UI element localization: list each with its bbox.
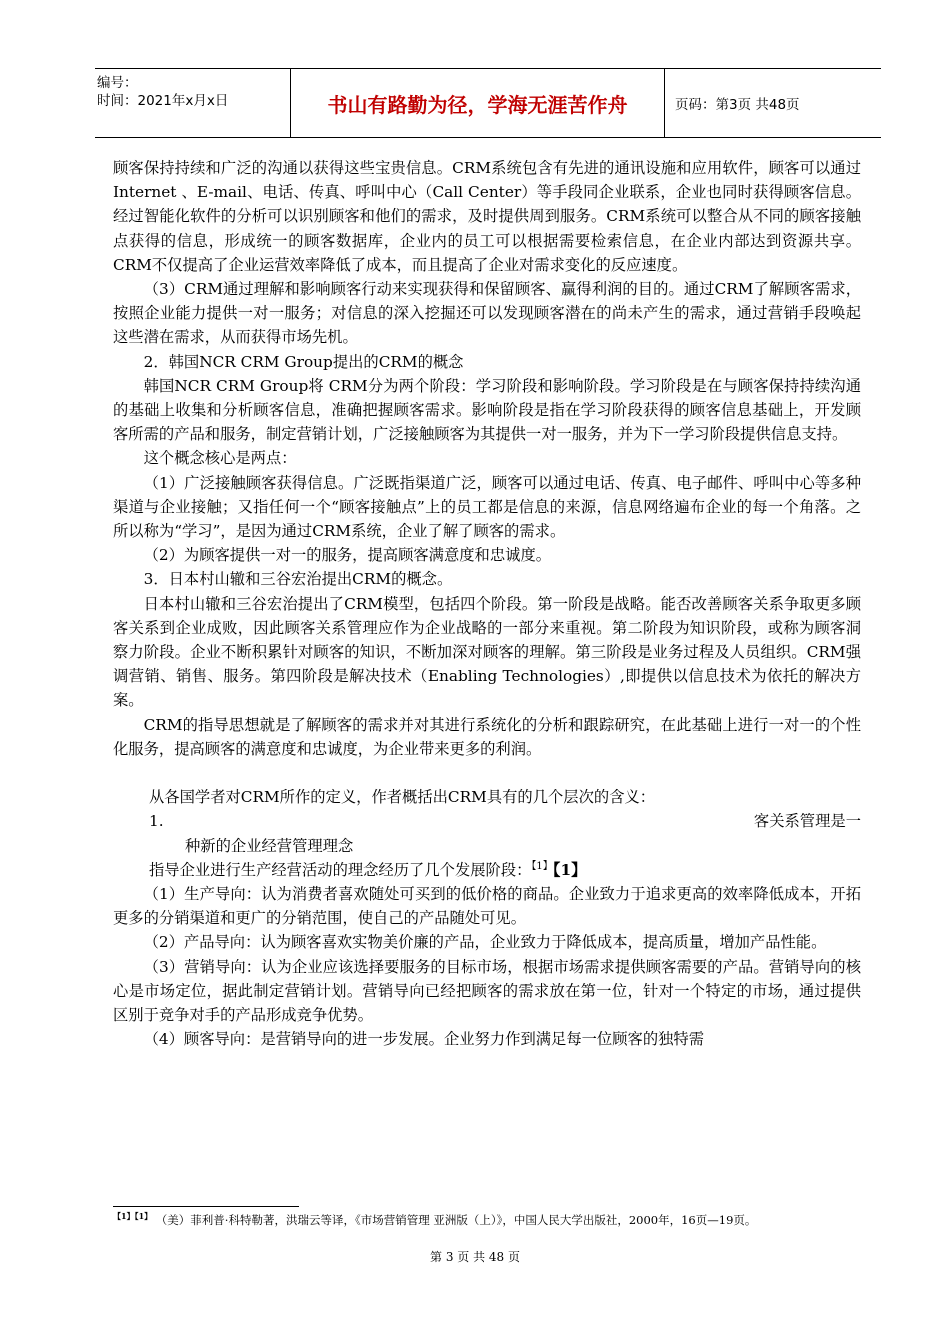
paragraph: （3）营销导向：认为企业应该选择要服务的目标市场，根据市场需求提供顾客需要的产品。营销导向的核心是市场定位，据此制定营销计划。营销导向已经把顾客的需求放在第一位，针对一个特定的市场，通过提供区别于竞争对手的产品形成竞争优势。 bbox=[113, 957, 861, 1025]
page-header bbox=[95, 68, 881, 138]
section-heading: 3．日本村山辙和三谷宏治提出CRM的概念。 bbox=[143, 570, 453, 589]
document-body bbox=[113, 156, 861, 1052]
paragraph: 这个概念核心是两点： bbox=[143, 449, 297, 468]
paragraph: 日本村山辙和三谷宏治提出了CRM模型，包括四个阶段。第一阶段是战略。能否改善顾客关系争取更多顾客关系到企业成败，因此顾客关系管理应作为企业战略的一部分来重视。第二阶段为知识阶段，或称为顾客洞察力阶段。企业不断积累针对顾客的知识，不断加深对顾客的理解。第三阶段是业务过程及人员组织。CRM强调营销、销售、服务。第四阶段是解决技术（Enabling Technologies）,即提供以信息技术为依托的解决方案。 bbox=[113, 594, 861, 710]
paragraph: （1）广泛接触顾客获得信息。广泛既指渠道广泛，顾客可以通过电话、传真、电子邮件、呼叫中心等多种渠道与企业接触；又指任何一个“顾客接触点”上的员工都是信息的来源，信息网络遍布企业的每一个角落。之所以称为“学习”，是因为通过CRM系统，企业了解了顾客的需求。 bbox=[113, 473, 861, 541]
paragraph: （1）生产导向：认为消费者喜欢随处可买到的低价格的商品。企业致力于追求更高的效率降低成本，开拓更多的分销渠道和更广的分销范围，使自己的产品随处可见。 bbox=[113, 885, 861, 928]
paragraph: （2）为顾客提供一对一的服务，提高顾客满意度和忠诚度。 bbox=[143, 546, 552, 565]
paragraph: （2）产品导向：认为顾客喜欢实物美价廉的产品，企业致力于降低成本，提高质量，增加产品性能。 bbox=[143, 933, 827, 952]
page-number: 第 3 页 共 48 页 bbox=[430, 1250, 520, 1264]
paragraph: 顾客保持持续和广泛的沟通以获得这些宝贵信息。CRM系统包含有先进的通讯设施和应用软件，顾客可以通过Internet 、E-mail、电话、传真、呼叫中心（Call Center）等手段同企业联系，企业也同时获得顾客信息。经过智能化软件的分析可以识别顾客和他们的需求，及时提供周到服务。CRM系统可以整合从不同的顾客接触点获得的信息，形成统一的顾客数据库，企业内的员工可以根据需要检索信息，在企业内部达到资源共享。CRM不仅提高了企业运营效率降低了成本，而且提高了企业对需求变化的反应速度。 bbox=[113, 159, 861, 274]
citation-marker: 【1】 bbox=[552, 860, 587, 879]
paragraph-text: 指导企业进行生产经营活动的理念经历了几个发展阶段： bbox=[149, 860, 532, 879]
footnote-mark: 【1】【1】 bbox=[113, 1211, 153, 1222]
heading-continuation: 种新的企业经营管理理念 bbox=[185, 836, 354, 855]
blank-line bbox=[113, 761, 861, 785]
paragraph: （4）顾客导向：是营销导向的进一步发展。企业努力作到满足每一位顾客的独特需 bbox=[143, 1030, 705, 1049]
footnote-reference[interactable]: 【1】 bbox=[531, 860, 553, 872]
heading-text-right: 客关系管理是一 bbox=[753, 812, 861, 831]
paragraph bbox=[113, 858, 861, 882]
header-motto: 书山有路勤为径，学海无涯苦作舟 bbox=[291, 69, 665, 137]
number-label: 编号： bbox=[97, 75, 138, 91]
numbered-heading bbox=[113, 809, 861, 833]
footnote-text: （美）菲利普·科特勒著，洪瑞云等译，《市场营销管理 亚洲版（上）》，中国人民大学出版社，2000年，16页—19页。 bbox=[155, 1213, 757, 1227]
heading-number: 1. bbox=[149, 812, 164, 831]
paragraph: 韩国NCR CRM Group将 CRM分为两个阶段：学习阶段和影响阶段。学习阶段是在与顾客保持持续沟通的基础上收集和分析顾客信息，准确把握顾客需求。影响阶段是指在学习阶段获得的顾客信息基础上，开发顾客所需的产品和服务，制定营销计划，广泛接触顾客为其提供一对一服务，并为下一学习阶段提供信息支持。 bbox=[113, 376, 861, 444]
header-page-label: 页码：第3页 共48页 bbox=[675, 97, 800, 113]
paragraph: （3）CRM通过理解和影响顾客行动来实现获得和保留顾客、赢得利润的目的。通过CRM了解顾客需求，按照企业能力提供一对一服务；对信息的深入挖掘还可以发现顾客潜在的尚未产生的需求，通过营销手段唤起这些潜在需求，从而获得市场先机。 bbox=[113, 280, 861, 347]
paragraph: CRM的指导思想就是了解顾客的需求并对其进行系统化的分析和跟踪研究，在此基础上进行一对一的个性化服务，提高顾客的满意度和忠诚度，为企业带来更多的利润。 bbox=[113, 715, 861, 758]
paragraph: 从各国学者对CRM所作的定义，作者概括出CRM具有的几个层次的含义： bbox=[149, 788, 656, 807]
footnote bbox=[113, 1212, 861, 1229]
footnote-divider bbox=[113, 1206, 299, 1207]
section-heading: 2．韩国NCR CRM Group提出的CRM的概念 bbox=[143, 352, 464, 371]
header-meta bbox=[95, 69, 291, 137]
time-label: 时间：2021年x月x日 bbox=[97, 93, 229, 109]
